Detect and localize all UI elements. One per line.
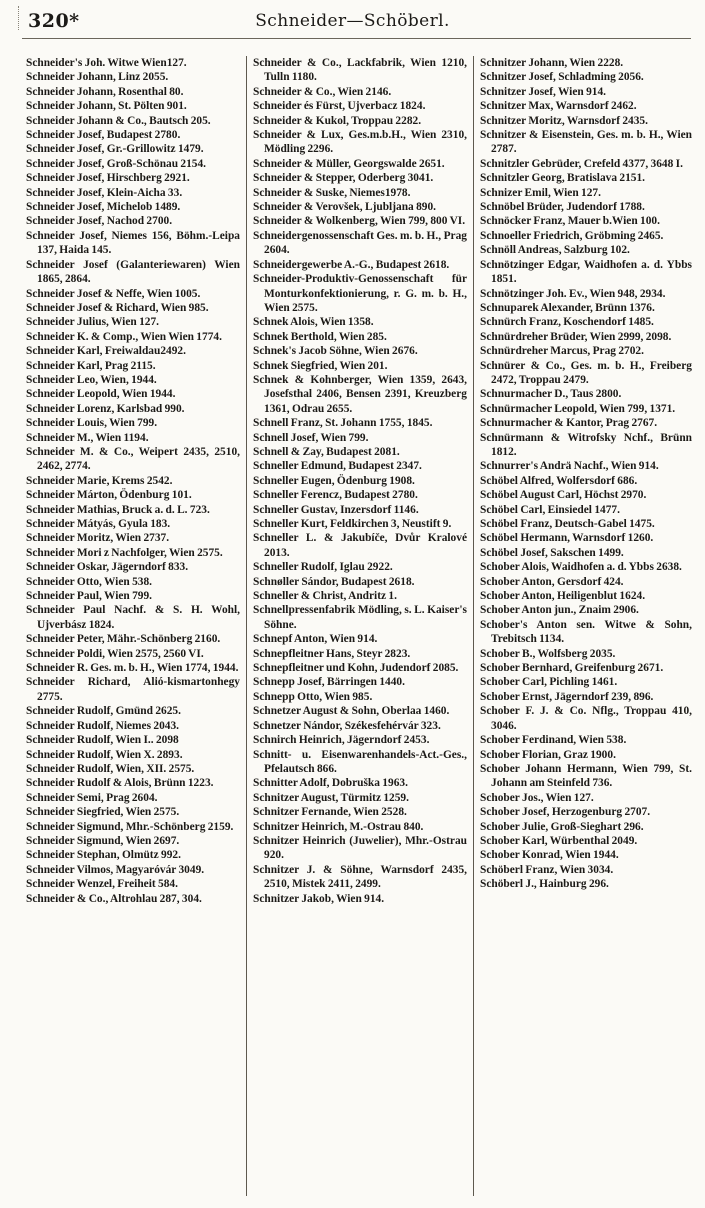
directory-entry: Schneider Mátyás, Gyula 183. bbox=[26, 518, 171, 530]
directory-entry: Schnötzinger Joh. Ev., Wien 948, 2934. bbox=[480, 287, 666, 300]
directory-entry: Schnepp Josef, Bärringen 1440. bbox=[253, 676, 405, 689]
directory-entry: Schneider & Müller, Georgswalde 2651. bbox=[253, 157, 445, 170]
directory-entry: Schnek Siegfried, Wien 201. bbox=[253, 359, 388, 372]
directory-entry: Schneider M., Wien 1194. bbox=[26, 431, 149, 444]
directory-entry: Schneider Karl, Freiwaldau2492. bbox=[26, 345, 186, 358]
directory-entry: Schneider Karl, Prag 2115. bbox=[26, 359, 156, 372]
directory-entry: Schneider & Verovšek, Ljubljana 890. bbox=[253, 201, 437, 214]
directory-entry: Schnek Berthold, Wien 285. bbox=[253, 330, 387, 343]
directory-entry: Schneider Stephan, Olmütz 992. bbox=[26, 849, 181, 862]
directory-entry: Schneider Josef, Groß-Schönau 2154. bbox=[26, 157, 207, 170]
directory-entry: Schneider Josef, Budapest 2780. bbox=[26, 129, 181, 142]
directory-entry: Schnek Alois, Wien 1358. bbox=[253, 316, 374, 329]
directory-entry: Schneider Josef, Nachod 2700. bbox=[26, 215, 173, 228]
directory-entry: Schneider Rudolf & Alois, Brünn 1223. bbox=[26, 777, 214, 790]
directory-entry: Schneider Paul, Wien 799. bbox=[26, 590, 153, 603]
directory-entry: Schnøller Sándor, Budapest 2618. bbox=[253, 575, 415, 588]
directory-entry: Schneller Rudolf, Iglau 2922. bbox=[253, 561, 393, 574]
directory-entry: Schneider & Lux, Ges.m.b.H., Wien 2310, Mödling 2296. bbox=[253, 129, 467, 156]
directory-entry: Schneider Leo, Wien, 1944. bbox=[26, 373, 157, 386]
column-1 bbox=[26, 56, 246, 1196]
directory-entry: Schnöbel Brüder, Judendorf 1788. bbox=[480, 201, 645, 214]
page-number: 320* bbox=[28, 10, 80, 32]
directory-entry: Schneider M. & Co., Weipert 2435, 2510, 2462, 2774. bbox=[26, 445, 240, 473]
directory-entry: Schneider & Stepper, Oderberg 3041. bbox=[253, 172, 434, 185]
directory-entry: Schnitzer Fernande, Wien 2528. bbox=[253, 806, 407, 819]
directory-entry: Schneider Paul Nachf. & S. H. Wohl, Ujverbász 1824. bbox=[26, 604, 240, 631]
directory-entry: Schnürmann & Witrofsky Nchf., Brünn 1812. bbox=[480, 431, 692, 458]
directory-entry: Schnitzler Gebrüder, Crefeld 4377, 3648 I. bbox=[480, 157, 683, 170]
directory-entry: Schneider Johann, St. Pölten 901. bbox=[26, 100, 187, 113]
directory-entry: Schneider Josef (Galanteriewaren) Wien 1865, 2864. bbox=[26, 258, 240, 286]
directory-entry: Schneider Josef & Richard, Wien 985. bbox=[26, 301, 209, 314]
directory-entry: Schneider Julius, Wien 127. bbox=[26, 316, 160, 329]
directory-entry: Schnitzer & Eisenstein, Ges. m. b. H., Wien 2787. bbox=[480, 129, 692, 156]
directory-entry: Schneller Kurt, Feldkirchen 3, Neustift 9. bbox=[253, 518, 452, 530]
directory-entry: Schober Konrad, Wien 1944. bbox=[480, 849, 619, 862]
directory-entry: Schneidergenossenschaft Ges. m. b. H., Prag 2604. bbox=[253, 229, 467, 257]
directory-entry: Schnürer & Co., Ges. m. b. H., Freiberg 2472, Troppau 2479. bbox=[480, 359, 692, 386]
directory-entry: Schober Josef, Herzogenburg 2707. bbox=[480, 806, 651, 819]
directory-entry: Schneider Sigmund, Wien 2697. bbox=[26, 834, 180, 847]
directory-entry: Schneider Mathias, Bruck a. d. L. 723. bbox=[26, 503, 210, 516]
directory-entry: Schöberl J., Hainburg 296. bbox=[480, 878, 609, 891]
directory-entry: Schober Anton, Gersdorf 424. bbox=[480, 575, 624, 588]
directory-entry: Schneider Rudolf, Wien X. 2893. bbox=[26, 748, 183, 761]
directory-entry: Schnepfleitner und Kohn, Judendorf 2085. bbox=[253, 662, 459, 675]
directory-entry: Schnitt- u. Eisenwarenhandels-Act.-Ges., Pfelautsch 866. bbox=[253, 748, 467, 775]
directory-entry: Schneller L. & Jakubíče, Dvůr Kralové 2013. bbox=[253, 532, 467, 559]
directory-entry: Schneider & Co., Wien 2146. bbox=[253, 85, 392, 98]
directory-entry: Schneider Mori z Nachfolger, Wien 2575. bbox=[26, 546, 223, 559]
directory-entry: Schneider és Fürst, Ujverbacz 1824. bbox=[253, 100, 426, 113]
directory-entry: Schober Ernst, Jägerndorf 239, 896. bbox=[480, 690, 654, 703]
directory-entry: Schnitzer Jakob, Wien 914. bbox=[253, 892, 385, 905]
directory-entry: Schnepf Anton, Wien 914. bbox=[253, 633, 378, 646]
directory-entry: Schnitzer J. & Söhne, Warnsdorf 2435, 2510, Mistek 2411, 2499. bbox=[253, 863, 467, 891]
directory-entry: Schober Jos., Wien 127. bbox=[480, 791, 594, 804]
directory-entry: Schober F. J. & Co. Nflg., Troppau 410, 3046. bbox=[480, 705, 692, 732]
directory-entry: Schneider R. Ges. m. b. H., Wien 1774, 1944. bbox=[26, 662, 239, 675]
directory-entry: Schnöll Andreas, Salzburg 102. bbox=[480, 244, 630, 257]
directory-entry: Schober Johann Hermann, Wien 799, St. Johann am Steinfeld 736. bbox=[480, 762, 692, 790]
directory-entry: Schnitzer Heinrich (Juwelier), Mhr.-Ostrau 920. bbox=[253, 834, 467, 862]
directory-entry: Schneider Márton, Ödenburg 101. bbox=[26, 489, 192, 502]
running-title: Schneider—Schöberl. bbox=[255, 11, 450, 31]
directory-entry: Schneider Semi, Prag 2604. bbox=[26, 791, 158, 804]
page-header bbox=[0, 0, 705, 46]
directory-entry: Schöberl Franz, Wien 3034. bbox=[480, 863, 614, 876]
directory-entry: Schober Alois, Waidhofen a. d. Ybbs 2638. bbox=[480, 561, 682, 574]
directory-entry: Schnitter Adolf, Dobruška 1963. bbox=[253, 777, 408, 790]
directory-entry: Schnepfleitner Hans, Steyr 2823. bbox=[253, 647, 411, 660]
directory-entry: Schöbel Carl, Einsiedel 1477. bbox=[480, 503, 620, 516]
directory-entry: Schnell & Zay, Budapest 2081. bbox=[253, 445, 400, 458]
directory-entry: Schneider Josef & Neffe, Wien 1005. bbox=[26, 287, 201, 300]
directory-entry: Schneider Marie, Krems 2542. bbox=[26, 474, 173, 487]
directory-entry: Schneider Oskar, Jägerndorf 833. bbox=[26, 561, 189, 574]
directory-entry: Schnepp Otto, Wien 985. bbox=[253, 690, 373, 703]
directory-entry: Schöbel Alfred, Wolfersdorf 686. bbox=[480, 474, 638, 487]
directory-entry: Schneider Leopold, Wien 1944. bbox=[26, 388, 176, 401]
directory-entry: Schneider-Produktiv-Genossenschaft für Monturkonfektionierung, r. G. m. b. H., Wien 2575. bbox=[253, 273, 467, 314]
directory-entry: Schneider & Wolkenberg, Wien 799, 800 VI. bbox=[253, 215, 466, 228]
directory-entry: Schneller Gustav, Inzersdorf 1146. bbox=[253, 503, 419, 516]
directory-entry: Schnitzer Moritz, Warnsdorf 2435. bbox=[480, 114, 648, 127]
directory-entry: Schneider Otto, Wien 538. bbox=[26, 575, 153, 588]
directory-entry: Schneider Lorenz, Karlsbad 990. bbox=[26, 402, 185, 415]
directory-entry: Schnitzer Johann, Wien 2228. bbox=[480, 57, 624, 69]
directory-entry: Schneider Peter, Mähr.-Schönberg 2160. bbox=[26, 633, 221, 646]
directory-entry: Schnuparek Alexander, Brünn 1376. bbox=[480, 301, 655, 314]
directory-entry: Schneider Vilmos, Magyaróvár 3049. bbox=[26, 863, 205, 876]
directory-entry: Schneider's Joh. Witwe Wien127. bbox=[26, 57, 187, 69]
directory-entry: Schnürdreher Marcus, Prag 2702. bbox=[480, 345, 644, 358]
directory-entry: Schnetzer Nándor, Székesfehérvár 323. bbox=[253, 719, 441, 732]
directory-entry: Schnitzer Josef, Schladming 2056. bbox=[480, 71, 644, 84]
directory-entry: Schneider K. & Comp., Wien Wien 1774. bbox=[26, 330, 222, 343]
directory-entry: Schober's Anton sen. Witwe & Sohn, Trebitsch 1134. bbox=[480, 618, 692, 646]
directory-entry: Schneider Josef, Gr.-Grillowitz 1479. bbox=[26, 143, 204, 156]
directory-entry: Schöbel Josef, Sakschen 1499. bbox=[480, 546, 624, 559]
directory-entry: Schneider & Suske, Niemes1978. bbox=[253, 186, 411, 199]
column-3 bbox=[473, 56, 692, 1196]
directory-columns bbox=[26, 56, 696, 1196]
directory-entry: Schober Florian, Graz 1900. bbox=[480, 748, 616, 761]
column-2 bbox=[246, 56, 473, 1196]
directory-entry: Schneider Rudolf, Gmünd 2625. bbox=[26, 705, 181, 718]
directory-entry: Schober Karl, Würbenthal 2049. bbox=[480, 834, 638, 847]
directory-entry: Schneider Moritz, Wien 2737. bbox=[26, 532, 170, 545]
directory-entry: Schnitzer Josef, Wien 914. bbox=[480, 85, 607, 98]
directory-entry: Schnötzinger Edgar, Waidhofen a. d. Ybbs 1851. bbox=[480, 258, 692, 286]
directory-entry: Schnurmacher D., Taus 2800. bbox=[480, 388, 622, 401]
directory-entry: Schober Anton jun., Znaim 2906. bbox=[480, 604, 639, 617]
header-rule bbox=[22, 38, 691, 39]
directory-entry: Schneller & Christ, Andritz 1. bbox=[253, 590, 397, 603]
directory-entry: Schnurmacher & Kantor, Prag 2767. bbox=[480, 417, 658, 430]
directory-entry: Schnöcker Franz, Mauer b.Wien 100. bbox=[480, 215, 660, 228]
directory-entry: Schneider & Co., Lackfabrik, Wien 1210, Tulln 1180. bbox=[253, 57, 467, 84]
directory-entry: Schneider Richard, Alió-kismartonhegy 2775. bbox=[26, 676, 240, 703]
directory-entry: Schnitzler Georg, Bratislava 2151. bbox=[480, 172, 646, 185]
directory-entry: Schnoeller Friedrich, Gröbming 2465. bbox=[480, 229, 664, 242]
directory-entry: Schnizer Emil, Wien 127. bbox=[480, 186, 601, 199]
directory-entry: Schneider Johann, Linz 2055. bbox=[26, 71, 169, 84]
directory-entry: Schnell Josef, Wien 799. bbox=[253, 431, 369, 444]
directory-entry: Schnürdreher Brüder, Wien 2999, 2098. bbox=[480, 330, 672, 343]
directory-entry: Schneider Josef, Hirschberg 2921. bbox=[26, 172, 190, 185]
directory-entry: Schnürmacher Leopold, Wien 799, 1371. bbox=[480, 402, 676, 415]
directory-entry: Schnitzer Max, Warnsdorf 2462. bbox=[480, 100, 637, 113]
directory-entry: Schöbel August Carl, Höchst 2970. bbox=[480, 489, 647, 502]
directory-entry: Schnek & Kohnberger, Wien 1359, 2643, Josefsthal 2406, Bensen 2391, Kreuzberg 1361, Odrau 2655. bbox=[253, 373, 467, 415]
directory-entry: Schöbel Hermann, Warnsdorf 1260. bbox=[480, 532, 654, 545]
directory-entry: Schneider Louis, Wien 799. bbox=[26, 417, 158, 430]
directory-entry: Schneider & Co., Altrohlau 287, 304. bbox=[26, 892, 202, 905]
directory-entry: Schneider Sigmund, Mhr.-Schönberg 2159. bbox=[26, 820, 234, 833]
directory-entry: Schober B., Wolfsberg 2035. bbox=[480, 647, 616, 660]
directory-entry: Schneider Josef, Michelob 1489. bbox=[26, 201, 181, 214]
directory-entry: Schober Ferdinand, Wien 538. bbox=[480, 734, 627, 747]
directory-entry: Schneider Rudolf, Wien I.. 2098 bbox=[26, 734, 179, 747]
directory-entry: Schober Anton, Heiligenblut 1624. bbox=[480, 590, 646, 603]
directory-entry: Schneider Wenzel, Freiheit 584. bbox=[26, 878, 178, 891]
directory-entry: Schneider Josef, Klein-Aicha 33. bbox=[26, 186, 183, 199]
directory-entry: Schnell Franz, St. Johann 1755, 1845. bbox=[253, 417, 433, 430]
directory-entry: Schneider Josef, Niemes 156, Böhm.-Leipa 137, Haida 145. bbox=[26, 229, 240, 257]
directory-entry: Schneider Poldi, Wien 2575, 2560 VI. bbox=[26, 647, 204, 660]
directory-entry: Schnurrer's Andrä Nachf., Wien 914. bbox=[480, 460, 659, 473]
directory-entry: Schneller Eugen, Ödenburg 1908. bbox=[253, 474, 415, 487]
directory-entry: Schneller Edmund, Budapest 2347. bbox=[253, 460, 422, 473]
directory-entry: Schober Carl, Pichling 1461. bbox=[480, 676, 618, 689]
directory-entry: Schneider Siegfried, Wien 2575. bbox=[26, 806, 180, 819]
directory-entry: Schnürch Franz, Koschendorf 1485. bbox=[480, 316, 654, 329]
directory-entry: Schneider Johann & Co., Bautsch 205. bbox=[26, 114, 211, 127]
directory-entry: Schöbel Franz, Deutsch-Gabel 1475. bbox=[480, 518, 655, 530]
directory-entry: Schnitzer August, Türmitz 1259. bbox=[253, 791, 409, 804]
directory-entry: Schnitzer Heinrich, M.-Ostrau 840. bbox=[253, 820, 424, 833]
directory-entry: Schneider & Kukol, Troppau 2282. bbox=[253, 114, 422, 127]
directory-entry: Schnetzer August & Sohn, Oberlaa 1460. bbox=[253, 705, 450, 718]
directory-entry: Schneidergewerbe A.-G., Budapest 2618. bbox=[253, 258, 450, 271]
directory-entry: Schneller Ferencz, Budapest 2780. bbox=[253, 489, 418, 502]
directory-entry: Schnek's Jacob Söhne, Wien 2676. bbox=[253, 345, 418, 358]
directory-entry: Schnellpressenfabrik Mödling, s. L. Kaiser's Söhne. bbox=[253, 604, 467, 631]
directory-entry: Schnirch Heinrich, Jägerndorf 2453. bbox=[253, 734, 430, 747]
directory-entry: Schober Julie, Groß-Sieghart 296. bbox=[480, 820, 644, 833]
directory-entry: Schneider Rudolf, Niemes 2043. bbox=[26, 719, 180, 732]
directory-entry: Schneider Rudolf, Wien, XII. 2575. bbox=[26, 762, 195, 775]
directory-entry: Schober Bernhard, Greifenburg 2671. bbox=[480, 662, 664, 675]
directory-entry: Schneider Johann, Rosenthal 80. bbox=[26, 85, 184, 98]
